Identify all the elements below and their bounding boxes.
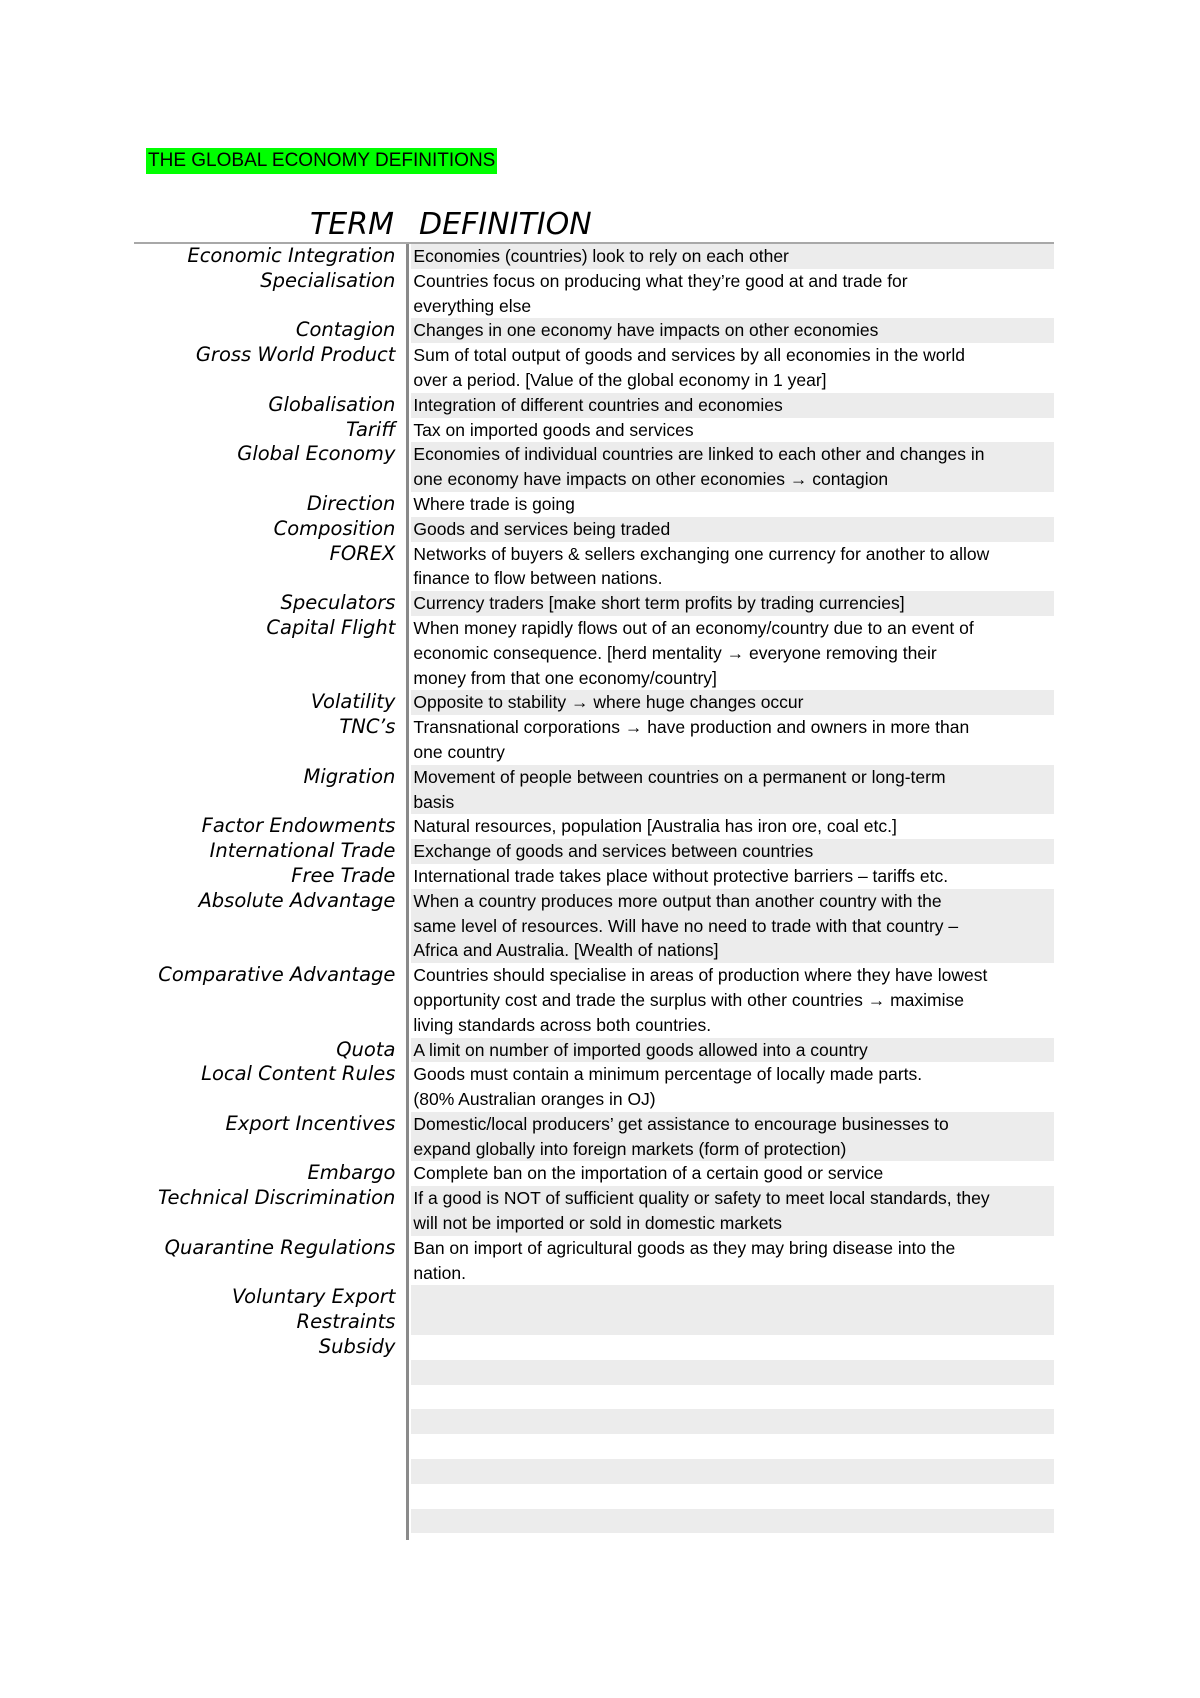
table-row [134, 442, 1054, 492]
definition-line: same level of resources. Will have no need to trade with that country – [413, 915, 959, 936]
term-cell: Factor Endowments [201, 814, 396, 838]
table-row [134, 244, 1054, 269]
definition-line: Sum of total output of goods and services by all economies in the world [413, 345, 965, 366]
definition-cell [411, 318, 1054, 343]
definition-cell [411, 269, 1054, 319]
definition-line: Exchange of goods and services between countries [413, 841, 814, 862]
empty-definition-cell [411, 1533, 1054, 1558]
empty-row [134, 1409, 1054, 1434]
definition-cell [411, 864, 1054, 889]
definition-line: one economy have impacts on other economies → contagion [413, 469, 889, 490]
table-row [134, 864, 1054, 889]
definition-cell [411, 765, 1054, 815]
definition-cell [411, 1335, 1054, 1360]
empty-row [134, 1459, 1054, 1484]
empty-term-cell [134, 1434, 399, 1459]
definition-line: nation. [413, 1262, 466, 1283]
definition-cell [411, 690, 1054, 715]
table-row [134, 690, 1054, 715]
definition-cell [411, 542, 1054, 592]
table-row [134, 1062, 1054, 1112]
table-row [134, 1236, 1054, 1286]
definition-line: Currency traders [make short term profits by trading currencies] [413, 593, 905, 614]
definition-cell [411, 1186, 1054, 1236]
empty-row [134, 1509, 1054, 1534]
empty-term-cell [134, 1360, 399, 1385]
definition-cell [411, 889, 1054, 963]
definition-line: Changes in one economy have impacts on other economies [413, 320, 879, 341]
definition-line: opportunity cost and trade the surplus with other countries → maximise [413, 989, 964, 1010]
definition-line: Goods and services being traded [413, 518, 671, 539]
empty-row [134, 1385, 1054, 1410]
column-divider [406, 244, 409, 1540]
definition-line [413, 1310, 1054, 1335]
table-row [134, 318, 1054, 343]
term-cell: FOREX [329, 541, 396, 565]
term-cell: Capital Flight [266, 615, 396, 639]
term-cell: Tariff [346, 417, 396, 441]
term-cell: Economic Integration [187, 244, 396, 267]
definition-cell [411, 839, 1054, 864]
definition-cell [411, 591, 1054, 616]
definition-line: Domestic/local producers’ get assistance to encourage businesses to [413, 1113, 949, 1134]
definition-column-header: DEFINITION [419, 207, 592, 242]
term-cell: Export Incentives [225, 1111, 396, 1135]
definition-line: A limit on number of imported goods allowed into a country [413, 1039, 868, 1060]
term-cell: Gross World Product [195, 343, 396, 367]
definition-cell [411, 715, 1054, 765]
table-row [134, 492, 1054, 517]
definition-line: Complete ban on the importation of a certain good or service [413, 1163, 884, 1184]
term-cell: International Trade [209, 839, 396, 863]
definition-cell [411, 963, 1054, 1037]
empty-definition-cell [411, 1385, 1054, 1410]
table-row [134, 269, 1054, 319]
term-cell: Comparative Advantage [158, 963, 396, 987]
definition-line: Opposite to stability → where huge changes occur [413, 692, 804, 713]
table-row [134, 591, 1054, 616]
definition-cell [411, 1236, 1054, 1286]
term-cell: Free Trade [291, 863, 396, 887]
term-cell: Globalisation [268, 392, 396, 416]
empty-definition-cell [411, 1459, 1054, 1484]
term-cell: Migration [303, 764, 396, 788]
definition-line: living standards across both countries. [413, 1014, 712, 1035]
table-row [134, 1038, 1054, 1063]
table-row [134, 765, 1054, 815]
table-row [134, 393, 1054, 418]
table-row [134, 715, 1054, 765]
definition-line: Economies (countries) look to rely on each other [413, 246, 789, 266]
definition-line: International trade takes place without protective barriers – tariffs etc. [413, 865, 949, 886]
definition-line: Countries focus on producing what they’re good at and trade for [413, 270, 908, 291]
term-cell: Embargo [307, 1161, 396, 1185]
empty-row [134, 1434, 1054, 1459]
definition-cell [411, 343, 1054, 393]
empty-row [134, 1360, 1054, 1385]
empty-term-cell [134, 1509, 399, 1534]
definition-line [413, 1335, 1054, 1360]
empty-term-cell [134, 1533, 399, 1558]
empty-definition-cell [411, 1409, 1054, 1434]
definition-cell [411, 1112, 1054, 1162]
definition-line: over a period. [Value of the global economy in 1 year] [413, 369, 827, 390]
definition-cell [411, 1062, 1054, 1112]
term-cell: Direction [306, 491, 396, 515]
definition-line: one country [413, 741, 505, 762]
table-row [134, 542, 1054, 592]
term-column-header: TERM [309, 207, 394, 242]
definition-line: Africa and Australia. [Wealth of nations] [413, 940, 719, 961]
definition-cell [411, 1285, 1054, 1335]
term-cell: Subsidy [318, 1335, 396, 1359]
definition-line: Networks of buyers & sellers exchanging one currency for another to allow [413, 543, 990, 564]
term-cell: Composition [273, 516, 396, 540]
definition-cell [411, 244, 1054, 269]
table-row [134, 616, 1054, 690]
definition-line [413, 1285, 1054, 1310]
definition-line: money from that one economy/country] [413, 667, 717, 688]
definition-line: expand globally into foreign markets (form of protection) [413, 1138, 847, 1159]
definition-cell [411, 492, 1054, 517]
definition-line: Goods must contain a minimum percentage of locally made parts. [413, 1064, 923, 1085]
empty-term-cell [134, 1459, 399, 1484]
term-cell: Local Content Rules [201, 1062, 396, 1086]
table-row [134, 1335, 1054, 1360]
empty-definition-cell [411, 1434, 1054, 1459]
definition-line: Integration of different countries and economies [413, 394, 783, 415]
definition-cell [411, 418, 1054, 443]
table-row [134, 839, 1054, 864]
definition-cell [411, 616, 1054, 690]
table-row [134, 418, 1054, 443]
term-cell: Absolute Advantage [198, 888, 396, 912]
definition-line: Ban on import of agricultural goods as they may bring disease into the [413, 1237, 956, 1258]
definition-line: everything else [413, 295, 532, 316]
definition-cell [411, 393, 1054, 418]
definition-line: If a good is NOT of sufficient quality or safety to meet local standards, they [413, 1188, 990, 1209]
definition-line: will not be imported or sold in domestic markets [413, 1213, 783, 1234]
table-row [134, 517, 1054, 542]
definition-line: When a country produces more output than another country with the [413, 890, 942, 911]
table-row [134, 1112, 1054, 1162]
term-cell: Speculators [280, 591, 396, 615]
definition-line: Where trade is going [413, 493, 575, 514]
table-row [134, 1186, 1054, 1236]
definition-line: basis [413, 791, 455, 812]
table-row [134, 963, 1054, 1037]
term-cell: Quota [336, 1037, 396, 1061]
definition-line: Tax on imported goods and services [413, 419, 694, 440]
definition-line: Natural resources, population [Australia has iron ore, coal etc.] [413, 816, 897, 837]
empty-definition-cell [411, 1484, 1054, 1509]
table-row [134, 1285, 1054, 1335]
definitions-table [134, 244, 1054, 1558]
table-row [134, 889, 1054, 963]
definition-line: Economies of individual countries are linked to each other and changes in [413, 444, 985, 465]
term-cell: Contagion [295, 318, 396, 342]
term-cell: TNC’s [339, 715, 396, 739]
empty-term-cell [134, 1385, 399, 1410]
table-row [134, 814, 1054, 839]
definition-cell [411, 814, 1054, 839]
term-cell: Global Economy [237, 442, 396, 466]
empty-term-cell [134, 1484, 399, 1509]
document-title: THE GLOBAL ECONOMY DEFINITIONS [146, 148, 497, 174]
definition-line: economic consequence. [herd mentality → everyone removing their [413, 642, 937, 663]
table-row [134, 343, 1054, 393]
empty-term-cell [134, 1409, 399, 1434]
term-cell: Quarantine Regulations [164, 1235, 396, 1259]
term-cell: Volatility [310, 690, 396, 714]
definition-line: (80% Australian oranges in OJ) [413, 1089, 656, 1110]
definition-cell [411, 1161, 1054, 1186]
table-row [134, 1161, 1054, 1186]
term-cell: Specialisation [260, 268, 396, 292]
definition-line: When money rapidly flows out of an economy/country due to an event of [413, 617, 974, 638]
definition-cell [411, 442, 1054, 492]
empty-row [134, 1484, 1054, 1509]
empty-definition-cell [411, 1509, 1054, 1534]
term-cell: Voluntary Export Restraints [231, 1285, 396, 1334]
definition-line: Countries should specialise in areas of production where they have lowest [413, 965, 988, 986]
definition-cell [411, 1038, 1054, 1063]
empty-definition-cell [411, 1360, 1054, 1385]
definition-line: Movement of people between countries on a permanent or long-term [413, 766, 946, 787]
term-cell: Technical Discrimination [157, 1186, 396, 1210]
empty-row [134, 1533, 1054, 1558]
definition-line: Transnational corporations → have production and owners in more than [413, 717, 970, 738]
definition-cell [411, 517, 1054, 542]
definition-line: finance to flow between nations. [413, 568, 663, 589]
